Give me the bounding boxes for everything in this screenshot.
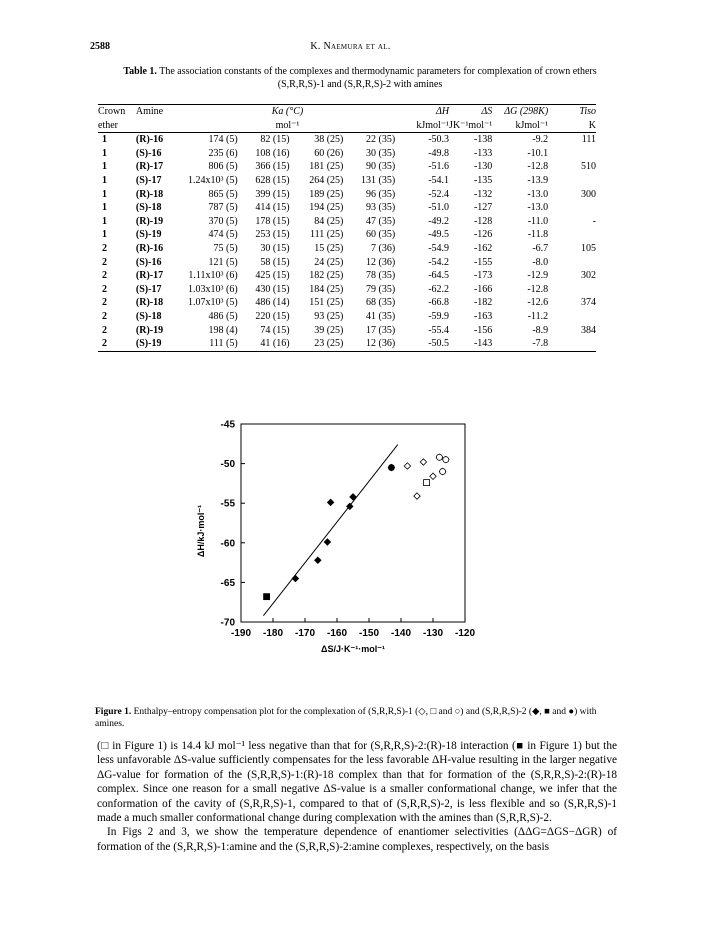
amine-cell: (R)-18 <box>135 297 164 309</box>
y-tick-label: -60 <box>220 538 235 550</box>
ka-cell: 865 (5) <box>208 188 238 200</box>
dg-cell: -11.2 <box>527 310 549 322</box>
dh-cell: -49.2 <box>428 215 450 227</box>
dh-cell: -52.4 <box>428 188 450 200</box>
ka-cell: 174 (5) <box>208 134 238 146</box>
ka-cell: 60 (35) <box>366 229 396 241</box>
dh-cell: -64.5 <box>428 270 450 282</box>
ka-cell: 82 (15) <box>260 134 290 146</box>
ka-cell: 93 (35) <box>366 202 396 214</box>
ka-cell: 93 (25) <box>314 310 344 322</box>
crown-cell: 2 <box>102 242 107 254</box>
ka-cell: 184 (25) <box>309 283 344 295</box>
y-tick-label: -65 <box>220 577 235 589</box>
ka-cell: 74 (15) <box>260 324 290 336</box>
crown-cell: 1 <box>102 229 107 241</box>
dg-cell: -6.7 <box>532 242 549 254</box>
ka-cell: 181 (25) <box>309 161 344 173</box>
dh-cell: -49.5 <box>428 229 450 241</box>
dg-cell: -13.0 <box>527 202 549 214</box>
amine-cell: (S)-18 <box>135 310 162 322</box>
amine-cell: (R)-17 <box>135 270 164 282</box>
ka-cell: 39 (25) <box>314 324 344 336</box>
filled-diamond-point <box>324 539 330 545</box>
dh-cell: -62.2 <box>428 283 450 295</box>
plot-frame <box>241 424 465 622</box>
th-dg: ΔG (298K) <box>492 105 548 119</box>
dg-cell: -13.0 <box>527 188 549 200</box>
crown-cell: 2 <box>102 270 107 282</box>
ka-cell: 78 (35) <box>366 270 396 282</box>
open-square-point <box>424 480 430 486</box>
ka-cell: 1.03x10³ (6) <box>188 283 238 295</box>
ka-cell: 178 (15) <box>255 215 290 227</box>
open-circle-point <box>443 457 449 463</box>
page-number: 2588 <box>90 41 110 52</box>
amine-cell: (S)-19 <box>135 229 162 241</box>
ka-cell: 41 (16) <box>240 337 290 351</box>
th-amine: Amine <box>136 105 180 119</box>
ka-cell: 474 (5) <box>208 229 238 241</box>
ka-cell: 111 (5) <box>180 337 240 351</box>
ds-cell: -163 <box>473 310 493 322</box>
x-tick-label: -180 <box>262 628 284 639</box>
ka-cell: 15 (25) <box>314 242 344 254</box>
ka-cell: 198 (4) <box>208 324 238 336</box>
open-circle-point <box>436 454 442 460</box>
ka-cell: 60 (26) <box>314 147 344 159</box>
body-text <box>97 739 617 854</box>
ka-cell: 370 (5) <box>208 215 238 227</box>
dh-cell: -49.8 <box>428 147 450 159</box>
ka-cell: 1.07x10³ (5) <box>188 297 238 309</box>
th-ka: Ka (°C) <box>180 105 395 119</box>
dh-cell: -50.5 <box>395 337 449 351</box>
y-tick-label: -45 <box>220 419 235 431</box>
ka-cell: 189 (25) <box>309 188 344 200</box>
ka-cell: 30 (35) <box>366 147 396 159</box>
amine-cell: (R)-16 <box>135 134 164 146</box>
th-tiso: Tiso <box>548 105 596 119</box>
ka-cell: 111 (25) <box>309 229 344 241</box>
th-tiso-unit: K <box>548 119 596 133</box>
th-dh: ΔH <box>395 105 449 119</box>
tiso-cell: 300 <box>581 188 596 200</box>
amine-cell: (R)-19 <box>135 215 164 227</box>
dh-cell: -59.9 <box>428 310 450 322</box>
table-caption-text: The association constants of the complexes and thermodynamic parameters for complexation of crown ethers (S,R,R,S)-1 and (S,R,R,S)-2 with amines <box>159 66 597 90</box>
filled-circle-point <box>388 465 394 471</box>
body-paragraph: (□ in Figure 1) is 14.4 kJ mol⁻¹ less negative than that for (S,R,R,S)-2:(R)-18 interaction (■ in Figure 1) but the less unfavorable ΔS-value sufficiently compensates for the less favorable ΔH-value resulting in the larger negative ΔG-value for formation of the (S,R,R,S)-1:(R)-18 complex than that for formation of the (S,R,R,S)-2:(R)-18 complex. Since one reason for a small negative ΔS-value is a smaller conformational change, we infer that the conformation of the cavity of (S,R,R,S)-1, compared to that of (S,R,R,S)-2, is less flexible and so (S,R,R,S)-1 made a much smaller conformational change during complexation with the amines than (S,R,R,S)-2. <box>97 740 617 825</box>
amine-cell: (S)-17 <box>135 283 162 295</box>
ka-cell: 131 (35) <box>361 174 396 186</box>
dg-cell: -8.9 <box>532 324 549 336</box>
tiso-cell: 111 <box>581 134 596 146</box>
ds-cell: -128 <box>473 215 493 227</box>
y-tick-label: -50 <box>220 459 235 471</box>
th-dg-unit: kJmol⁻¹ <box>492 119 548 133</box>
tiso-cell: - <box>592 215 596 227</box>
ds-cell: -162 <box>473 242 493 254</box>
ka-cell: 151 (25) <box>309 297 344 309</box>
open-diamond-point <box>414 493 420 499</box>
ka-cell: 1.24x10³ (5) <box>188 174 238 186</box>
dg-cell: -12.8 <box>527 161 549 173</box>
y-tick-label: -70 <box>220 617 235 629</box>
filled-diamond-point <box>315 557 321 563</box>
ka-cell: 414 (15) <box>255 202 290 214</box>
open-diamond-point <box>404 463 410 469</box>
ds-cell: -127 <box>473 202 493 214</box>
x-tick-label: -170 <box>294 628 316 639</box>
ka-cell: 58 (15) <box>260 256 290 268</box>
amine-cell: (R)-17 <box>135 161 164 173</box>
figure-caption <box>95 706 625 730</box>
ka-cell: 41 (35) <box>366 310 396 322</box>
dg-cell: -10.1 <box>527 147 549 159</box>
ds-cell: -166 <box>473 283 493 295</box>
ka-cell: 430 (15) <box>255 283 290 295</box>
th-dh-unit: kJmol⁻¹ <box>395 119 449 133</box>
amine-cell: (S)-18 <box>135 202 162 214</box>
crown-cell: 2 <box>102 297 107 309</box>
dg-cell: -11.8 <box>527 229 549 241</box>
dh-cell: -50.3 <box>428 134 450 146</box>
ds-cell: -130 <box>473 161 493 173</box>
open-circle-point <box>440 469 446 475</box>
crown-cell: 1 <box>102 161 107 173</box>
ka-cell: 84 (25) <box>314 215 344 227</box>
ka-cell: 7 (36) <box>371 242 396 254</box>
ds-cell: -182 <box>473 297 493 309</box>
crown-cell: 1 <box>102 188 107 200</box>
ds-cell: -126 <box>473 229 493 241</box>
dh-cell: -54.9 <box>428 242 450 254</box>
ka-cell: 220 (15) <box>255 310 290 322</box>
tiso-cell: 510 <box>581 161 596 173</box>
ka-cell: 182 (25) <box>309 270 344 282</box>
ka-cell: 264 (25) <box>309 174 344 186</box>
amine-cell: (S)-17 <box>135 174 162 186</box>
crown-cell: 2 <box>102 310 107 322</box>
ka-cell: 1.11x10³ (6) <box>188 270 238 282</box>
crown-cell: 1 <box>102 215 107 227</box>
ka-cell: 75 (5) <box>213 242 238 254</box>
ka-cell: 96 (35) <box>366 188 396 200</box>
dg-cell: -12.9 <box>527 270 549 282</box>
figure-caption-label: Figure 1. <box>95 707 132 717</box>
y-axis-title: ΔH/kJ·mol⁻¹ <box>196 504 206 558</box>
ds-cell: -173 <box>473 270 493 282</box>
ka-cell: 806 (5) <box>208 161 238 173</box>
running-head: K. Naemura et al. <box>310 41 391 52</box>
tiso-cell: 302 <box>581 270 596 282</box>
ka-cell: 399 (15) <box>255 188 290 200</box>
dg-cell: -12.6 <box>527 297 549 309</box>
ka-cell: 425 (15) <box>255 270 290 282</box>
ka-cell: 108 (16) <box>255 147 290 159</box>
th-ether: ether <box>98 119 136 133</box>
dg-cell: -9.2 <box>532 134 549 146</box>
dh-cell: -54.2 <box>428 256 450 268</box>
dg-cell: -12.8 <box>527 283 549 295</box>
ka-cell: 22 (35) <box>366 134 396 146</box>
ds-cell: -135 <box>473 174 493 186</box>
amine-cell: (S)-19 <box>136 337 180 351</box>
ka-cell: 194 (25) <box>309 202 344 214</box>
amine-cell: (S)-16 <box>135 147 162 159</box>
ka-cell: 121 (5) <box>208 256 238 268</box>
open-diamond-point <box>420 459 426 465</box>
dg-cell: -7.8 <box>492 337 548 351</box>
ka-cell: 23 (25) <box>290 337 344 351</box>
x-tick-label: -130 <box>422 628 444 639</box>
fit-line <box>263 445 397 616</box>
dg-cell: -11.0 <box>527 215 549 227</box>
x-tick-label: -190 <box>230 628 252 639</box>
ds-cell: -132 <box>473 188 493 200</box>
crown-cell: 1 <box>102 134 107 146</box>
dh-cell: -55.4 <box>428 324 450 336</box>
ka-cell: 235 (6) <box>208 147 238 159</box>
amine-cell: (S)-16 <box>135 256 162 268</box>
ka-cell: 30 (15) <box>260 242 290 254</box>
ka-cell: 486 (5) <box>208 310 238 322</box>
ds-cell: -138 <box>473 134 493 146</box>
ds-cell: -156 <box>473 324 493 336</box>
dh-cell: -51.6 <box>428 161 450 173</box>
crown-cell: 2 <box>98 337 136 351</box>
ds-cell: -133 <box>473 147 493 159</box>
filled-diamond-point <box>292 575 298 581</box>
x-axis-title: ΔS/J·K⁻¹·mol⁻¹ <box>321 644 385 654</box>
dh-cell: -66.8 <box>428 297 450 309</box>
crown-cell: 2 <box>102 283 107 295</box>
tiso-cell: 105 <box>581 242 596 254</box>
body-paragraph: In Figs 2 and 3, we show the temperature dependence of enantiomer selectivities (ΔΔG=ΔGS−ΔGR) of formation of the (S,R,R,S)-1:amine and the (S,R,R,S)-2:amine complexes, respectively, on the basis <box>97 826 617 853</box>
ds-cell: -155 <box>473 256 493 268</box>
figure-caption-text: Enthalpy–entropy compensation plot for the complexation of (S,R,R,S)-1 (◇, □ and ○) and (S,R,R,S)-2 (◆, ■ and ●) with amines. <box>95 707 597 729</box>
ds-cell: -143 <box>449 337 492 351</box>
ka-cell: 79 (35) <box>366 283 396 295</box>
ka-cell: 787 (5) <box>208 202 238 214</box>
crown-cell: 1 <box>102 202 107 214</box>
x-tick-label: -120 <box>454 628 476 639</box>
dg-cell: -13.9 <box>527 174 549 186</box>
x-tick-label: -140 <box>390 628 412 639</box>
x-tick-label: -160 <box>326 628 348 639</box>
ka-cell: 366 (15) <box>255 161 290 173</box>
filled-square-point <box>264 594 270 600</box>
tiso-cell: 384 <box>581 324 596 336</box>
ka-cell: 12 (36) <box>366 256 396 268</box>
crown-cell: 1 <box>102 174 107 186</box>
filled-diamond-point <box>327 499 333 505</box>
ka-cell: 47 (35) <box>366 215 396 227</box>
y-tick-label: -55 <box>220 498 235 510</box>
ka-cell: 486 (14) <box>255 297 290 309</box>
amine-cell: (R)-18 <box>135 188 164 200</box>
dh-cell: -51.0 <box>428 202 450 214</box>
th-ds: ΔS <box>449 105 492 119</box>
x-tick-label: -150 <box>358 628 380 639</box>
tiso-cell: 374 <box>581 297 596 309</box>
ka-cell: 38 (25) <box>314 134 344 146</box>
amine-cell: (R)-16 <box>135 242 164 254</box>
ka-cell: 253 (15) <box>255 229 290 241</box>
open-diamond-point <box>430 473 436 479</box>
crown-cell: 2 <box>102 324 107 336</box>
crown-cell: 1 <box>102 147 107 159</box>
crown-cell: 2 <box>102 256 107 268</box>
table-caption-label: Table 1. <box>123 66 157 77</box>
ka-cell: 628 (15) <box>255 174 290 186</box>
dg-cell: -8.0 <box>532 256 549 268</box>
th-ka-unit: mol⁻¹ <box>180 119 395 133</box>
amine-cell: (R)-19 <box>135 324 164 336</box>
ka-cell: 68 (35) <box>366 297 396 309</box>
th-ds-unit: JK⁻¹mol⁻¹ <box>449 119 492 133</box>
ka-cell: 90 (35) <box>366 161 396 173</box>
dh-cell: -54.1 <box>428 174 450 186</box>
ka-cell: 17 (35) <box>366 324 396 336</box>
ka-cell: 24 (25) <box>314 256 344 268</box>
ka-cell: 12 (36) <box>343 337 395 351</box>
th-crown: Crown <box>98 105 136 119</box>
